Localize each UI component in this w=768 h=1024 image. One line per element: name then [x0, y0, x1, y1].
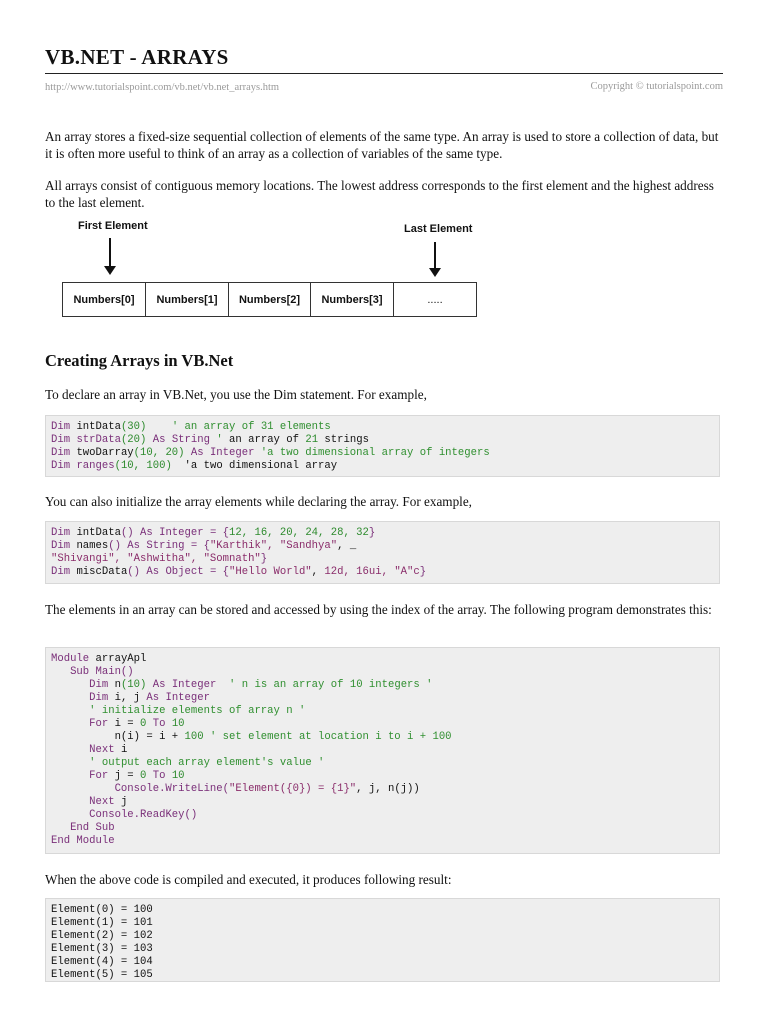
- code-token: (30): [120, 421, 147, 433]
- code-token: [51, 822, 70, 834]
- first-element-label: First Element: [78, 220, 148, 232]
- code-token: (10, 100): [114, 460, 172, 472]
- section-heading: Creating Arrays in VB.Net: [45, 351, 234, 370]
- code-token: For: [89, 718, 115, 730]
- code-token: ' an array of 31 elements: [146, 421, 331, 433]
- last-element-arrow: [434, 242, 436, 270]
- code-token: j =: [114, 770, 141, 782]
- code-token: Sub Main(): [70, 666, 134, 678]
- code-token: [51, 679, 89, 691]
- array-cell: Numbers[2]: [229, 283, 311, 316]
- code-token: Module: [51, 653, 96, 665]
- array-cell: Numbers[3]: [311, 283, 394, 316]
- code-block-output: [45, 898, 720, 982]
- code-token: Dim: [89, 679, 115, 691]
- array-cell: Numbers[0]: [63, 283, 146, 316]
- code-token: 10: [171, 718, 185, 730]
- code-line: [51, 770, 719, 783]
- code-token: , j, n(j)): [356, 783, 420, 795]
- code-token: ranges: [76, 460, 115, 472]
- code-token: "Karthik", "Sandhya": [209, 540, 338, 552]
- code-line: [51, 692, 719, 705]
- code-line: [51, 835, 719, 848]
- code-token: Dim: [89, 692, 115, 704]
- declare-paragraph: To declare an array in VB.Net, you use the Dim statement. For example,: [45, 387, 427, 402]
- code-token: Dim: [51, 566, 77, 578]
- code-token: Dim: [51, 421, 77, 433]
- code-token: () As Object = {: [127, 566, 230, 578]
- code-token: Next: [89, 744, 121, 756]
- code-token: "Shivangi", "Ashwitha", "Somnath": [51, 553, 261, 565]
- code-token: As Integer: [184, 447, 255, 459]
- code-token: [51, 705, 89, 717]
- code-token: [51, 757, 89, 769]
- code-token: 12d, 16ui, "A"c: [324, 566, 420, 578]
- code-token: As String: [146, 434, 210, 446]
- code-token: As Integer: [146, 692, 210, 704]
- init-paragraph: You can also initialize the array elements while declaring the array. For example,: [45, 494, 472, 509]
- code-token: miscData: [76, 566, 128, 578]
- code-token: ': [209, 434, 223, 446]
- code-token: () As Integer = {: [120, 527, 230, 539]
- code-line: [51, 757, 719, 770]
- copyright-notice: Copyright © tutorialspoint.com: [590, 81, 723, 92]
- code-token: Dim: [51, 434, 77, 446]
- index-paragraph: The elements in an array can be stored and accessed by using the index of the array. The following program demonstrates this:: [45, 602, 712, 617]
- code-token: Dim: [51, 460, 77, 472]
- output-line: Element(3) = 103: [51, 943, 153, 955]
- code-token: twoDarray: [76, 447, 134, 459]
- code-token: }: [368, 527, 376, 539]
- code-token: 0: [140, 770, 147, 782]
- code-token: [51, 809, 89, 821]
- code-line: [51, 527, 719, 540]
- code-token: [51, 718, 89, 730]
- array-cell-ellipsis: .....: [427, 293, 443, 306]
- code-line: [51, 434, 719, 447]
- code-line: [51, 822, 719, 835]
- code-token: [51, 796, 89, 808]
- code-line: [51, 731, 719, 744]
- code-token: strings: [318, 434, 369, 446]
- code-line: [51, 783, 719, 796]
- code-token: Dim: [51, 447, 77, 459]
- code-token: }: [260, 553, 268, 565]
- output-line: Element(0) = 100: [51, 904, 153, 916]
- code-line: [51, 796, 719, 809]
- code-token: 21: [305, 434, 319, 446]
- code-token: 's value ': [260, 757, 325, 769]
- code-token: To: [146, 770, 172, 782]
- last-element-label: Last Element: [404, 223, 473, 235]
- code-line: [51, 666, 719, 679]
- array-cell: Numbers[1]: [146, 283, 229, 316]
- code-token: To: [146, 718, 172, 730]
- code-token: ' initialize elements of array n ': [89, 705, 306, 717]
- code-token: ,: [311, 566, 325, 578]
- array-cells: [62, 282, 477, 317]
- code-token: 10: [171, 770, 185, 782]
- result-paragraph: When the above code is compiled and executed, it produces following result:: [45, 872, 452, 887]
- code-token: j: [120, 796, 128, 808]
- code-token: [51, 744, 89, 756]
- code-token: intData: [76, 527, 121, 539]
- code-token: [51, 692, 89, 704]
- code-line: [51, 553, 719, 566]
- first-element-arrowhead: [104, 266, 116, 275]
- code-token: ' n is an array of 10 integers ': [216, 679, 433, 691]
- code-token: Console.WriteLine(: [114, 783, 230, 795]
- code-token: 12, 16, 20, 24, 28, 32: [229, 527, 369, 539]
- code-line: [51, 566, 719, 579]
- code-token: i =: [114, 718, 141, 730]
- code-token: End Sub: [70, 822, 115, 834]
- output-line: Element(1) = 101: [51, 917, 153, 929]
- code-line: [51, 679, 719, 692]
- code-line: [51, 744, 719, 757]
- code-line: [51, 447, 719, 460]
- code-line: [51, 809, 719, 822]
- code-token: Next: [89, 796, 121, 808]
- code-token: 0: [140, 718, 147, 730]
- intro-paragraph-2: All arrays consist of contiguous memory locations. The lowest address corresponds to the first element and the highest address to the last element.: [45, 178, 714, 210]
- code-token: n: [114, 679, 121, 691]
- code-token: 'a two dimensional array of integers: [254, 447, 490, 459]
- code-block-initialize: [45, 521, 720, 584]
- code-line: [51, 540, 719, 553]
- page-title: VB.NET - ARRAYS: [45, 45, 229, 69]
- intro-paragraph-1: An array stores a fixed-size sequential collection of elements of the same type. An array is used to store a collection of data, but it is often more useful to think of an array as a collection of variables of the same type.: [45, 129, 719, 161]
- code-token: i, j: [114, 692, 147, 704]
- code-token: [51, 783, 115, 795]
- code-block-program: [45, 647, 720, 854]
- code-line: [51, 653, 719, 666]
- code-token: "Hello World": [229, 566, 312, 578]
- code-token: "Element({0}) = {1}": [229, 783, 357, 795]
- code-line: [51, 705, 719, 718]
- code-token: n(i) = i +: [51, 731, 185, 743]
- code-token: ' output each array element: [89, 757, 261, 769]
- output-line: Element(5) = 105: [51, 969, 153, 981]
- code-token: names: [76, 540, 109, 552]
- code-token: strData: [76, 434, 121, 446]
- code-token: End Module: [51, 835, 115, 847]
- code-line: [51, 718, 719, 731]
- code-token: (20): [120, 434, 147, 446]
- code-token: () As String = {: [108, 540, 210, 552]
- code-token: 'a two dimensional array: [171, 460, 338, 472]
- code-token: an array of: [222, 434, 306, 446]
- code-token: As Integer: [146, 679, 217, 691]
- code-token: (10): [120, 679, 147, 691]
- code-token: intData: [76, 421, 121, 433]
- output-line: Element(2) = 102: [51, 930, 153, 942]
- code-token: [51, 666, 70, 678]
- array-memory-figure: [62, 218, 522, 328]
- code-token: }: [419, 566, 427, 578]
- code-line: [51, 421, 719, 434]
- code-token: 100: [184, 731, 204, 743]
- code-token: Dim: [51, 527, 77, 539]
- code-token: For: [89, 770, 115, 782]
- code-token: [51, 770, 89, 782]
- code-token: ' set element at location i to i + 100: [203, 731, 452, 743]
- code-token: arrayApl: [95, 653, 147, 665]
- source-url: http://www.tutorialspoint.com/vb.net/vb.net_arrays.htm: [45, 82, 280, 93]
- last-element-arrowhead: [429, 268, 441, 277]
- code-line: [51, 460, 719, 473]
- code-token: i: [120, 744, 128, 756]
- first-element-arrow: [109, 238, 111, 268]
- title-divider: [45, 73, 723, 74]
- code-block-declare: [45, 415, 720, 477]
- code-token: Dim: [51, 540, 77, 552]
- output-line: Element(4) = 104: [51, 956, 153, 968]
- code-token: , _: [337, 540, 357, 552]
- code-token: (10, 20): [133, 447, 185, 459]
- code-token: Console.ReadKey(): [89, 809, 198, 821]
